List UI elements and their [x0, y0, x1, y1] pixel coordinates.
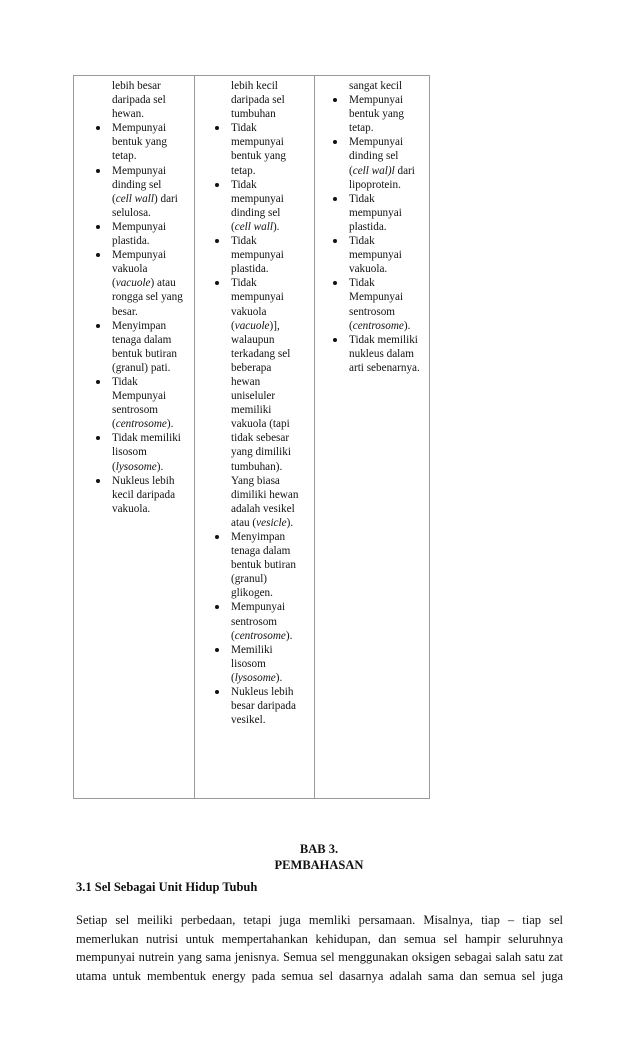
- table-cell-text: mempunyai: [349, 249, 402, 262]
- table-cell-text: mempunyai: [349, 206, 402, 219]
- table-cell-line: [112, 93, 183, 107]
- table-cell-line: [231, 403, 298, 417]
- table-cell-line: [231, 319, 298, 333]
- bullet-icon: [96, 324, 100, 328]
- table-cell-text: dimiliki hewan: [231, 488, 299, 501]
- table-cell-line: [231, 361, 298, 375]
- table-cell-line: [349, 93, 420, 107]
- table-cell-line: [349, 290, 420, 304]
- bullet-icon: [96, 479, 100, 483]
- chapter-number: BAB 3.: [299, 842, 339, 856]
- table-cell-text: lisosom: [231, 657, 266, 670]
- table-cell-line: [231, 586, 298, 600]
- plant-cell-column: [112, 79, 183, 516]
- table-cell-text: (granul): [231, 573, 268, 586]
- table-cell-line: [112, 460, 183, 474]
- bullet-icon: [96, 253, 100, 257]
- table-cell-text: bentuk yang: [112, 136, 167, 149]
- table-cell-line: [112, 305, 183, 319]
- table-cell-text: (lysosome).: [231, 671, 283, 684]
- table-cell-line: [112, 192, 183, 206]
- table-cell-text: sangat kecil: [349, 80, 403, 92]
- table-cell-line: [231, 178, 298, 192]
- table-cell-text: walaupun: [231, 333, 275, 346]
- table-cell-text: plastida.: [231, 263, 269, 276]
- table-cell-line: [231, 685, 298, 699]
- animal-cell-column: [231, 79, 298, 727]
- table-cell-text: (vacuole)],: [231, 319, 280, 332]
- table-cell-text: Mempunyai: [112, 122, 167, 135]
- table-cell-line: [231, 234, 298, 248]
- table-cell-line: [349, 149, 420, 163]
- table-cell-text: sentrosom: [231, 615, 277, 628]
- table-cell-line: [112, 389, 183, 403]
- column-divider: [314, 76, 315, 798]
- table-cell-text: Nukleus lebih: [231, 686, 294, 699]
- column-divider: [194, 76, 195, 798]
- bullet-icon: [215, 535, 219, 539]
- bullet-icon: [215, 690, 219, 694]
- table-cell-line: [112, 431, 183, 445]
- table-cell-text: Mempunyai: [231, 601, 286, 614]
- table-cell-text: dinding sel: [231, 206, 281, 219]
- table-cell-line: [112, 276, 183, 290]
- table-cell-text: tetap.: [349, 122, 374, 135]
- table-cell-text: Tidak: [231, 277, 257, 290]
- table-cell-line: [231, 629, 298, 643]
- bullet-icon: [215, 239, 219, 243]
- table-cell-line: [231, 615, 298, 629]
- bullet-icon: [333, 239, 337, 243]
- table-cell-text: Tidak: [231, 235, 257, 248]
- table-cell-text: daripada sel: [231, 94, 285, 107]
- table-cell-text: daripada sel: [112, 94, 166, 107]
- table-cell-line: [112, 319, 183, 333]
- table-cell-line: [231, 305, 298, 319]
- table-cell-text: mempunyai: [231, 249, 284, 262]
- chapter-title: PEMBAHASAN: [274, 858, 364, 872]
- table-cell-text: (cell wall) dari: [112, 192, 178, 205]
- bullet-icon: [96, 380, 100, 384]
- table-cell-text: tumbuhan).: [231, 460, 283, 473]
- section-title: 3.1 Sel Sebagai Unit Hidup Tubuh: [76, 880, 258, 894]
- table-cell-text: hewan.: [112, 108, 144, 121]
- body-paragraph: [76, 911, 563, 985]
- bullet-icon: [333, 281, 337, 285]
- table-cell-line: [112, 248, 183, 262]
- table-cell-line: [231, 149, 298, 163]
- table-cell-line: [231, 502, 298, 516]
- table-cell-text: Tidak: [112, 375, 138, 388]
- paragraph-line: memerlukan nutrisi untuk mempertahankan kehidupan, dan semua sel hampir seluruhnya: [76, 931, 563, 946]
- table-cell-text: uniseluler: [231, 390, 276, 403]
- table-cell-text: tenaga dalam: [112, 333, 172, 346]
- table-cell-text: (centrosome).: [112, 418, 174, 431]
- table-cell-line: [231, 93, 298, 107]
- table-cell-text: dinding sel: [349, 150, 399, 163]
- table-cell-line: [349, 135, 420, 149]
- table-cell-line: [231, 530, 298, 544]
- table-cell-text: (granul) pati.: [112, 361, 171, 374]
- table-cell-line: [112, 375, 183, 389]
- table-cell-text: bentuk butiran: [112, 347, 177, 360]
- bacteria-cell-column: [349, 79, 420, 375]
- table-cell-text: tenaga dalam: [231, 545, 291, 558]
- table-cell-text: (cell wal)l dari: [349, 164, 415, 177]
- table-cell-line: [112, 290, 183, 304]
- table-cell-line: [349, 276, 420, 290]
- table-cell-text: mempunyai: [231, 136, 284, 149]
- table-cell-line: [112, 164, 183, 178]
- table-cell-text: bentuk yang: [349, 108, 404, 121]
- table-cell-line: [112, 234, 183, 248]
- table-cell-text: (lysosome).: [112, 460, 164, 473]
- table-cell-line: [231, 107, 298, 121]
- table-cell-line: [231, 516, 298, 530]
- table-cell-line: [231, 389, 298, 403]
- table-cell-text: hewan: [231, 375, 261, 388]
- table-cell-line: [231, 657, 298, 671]
- table-cell-line: [349, 248, 420, 262]
- table-cell-line: [231, 699, 298, 713]
- table-cell-text: Yang biasa: [231, 474, 280, 487]
- table-cell-text: (vacuole) atau: [112, 277, 176, 290]
- table-cell-text: vakuola.: [349, 263, 388, 276]
- table-cell-line: [349, 347, 420, 361]
- table-cell-line: [231, 347, 298, 361]
- table-cell-line: [231, 572, 298, 586]
- table-cell-text: Mempunyai: [349, 136, 404, 149]
- table-cell-line: [349, 107, 420, 121]
- table-cell-line: [112, 262, 183, 276]
- table-cell-line: [231, 206, 298, 220]
- table-cell-line: [231, 276, 298, 290]
- table-cell-text: rongga sel yang: [112, 291, 183, 304]
- bullet-icon: [215, 126, 219, 130]
- table-cell-text: Tidak: [231, 178, 257, 191]
- table-cell-line: [231, 431, 298, 445]
- table-cell-line: [349, 206, 420, 220]
- bullet-icon: [215, 648, 219, 652]
- table-cell-line: [349, 178, 420, 192]
- table-cell-text: nukleus dalam: [349, 347, 414, 360]
- table-cell-line: [231, 460, 298, 474]
- table-cell-text: bentuk yang: [231, 150, 286, 163]
- bullet-icon: [215, 183, 219, 187]
- table-cell-text: dinding sel: [112, 178, 162, 191]
- table-cell-line: [231, 121, 298, 135]
- table-cell-text: Tidak memiliki: [349, 333, 418, 346]
- table-cell-line: [112, 333, 183, 347]
- table-cell-text: terkadang sel: [231, 347, 291, 360]
- table-cell-text: yang dimiliki: [231, 446, 291, 459]
- table-cell-line: [349, 305, 420, 319]
- table-cell-line: [231, 671, 298, 685]
- table-cell-text: vakuola: [231, 305, 267, 318]
- table-cell-text: (centrosome).: [231, 629, 293, 642]
- table-cell-line: [349, 121, 420, 135]
- table-cell-line: [112, 347, 183, 361]
- table-cell-text: Tidak: [349, 235, 375, 248]
- table-cell-text: tetap.: [231, 164, 256, 177]
- table-cell-line: [349, 234, 420, 248]
- table-cell-text: Mempunyai: [349, 291, 404, 304]
- table-cell-line: [112, 474, 183, 488]
- bullet-icon: [96, 169, 100, 173]
- table-cell-line: [112, 107, 183, 121]
- table-cell-line: [112, 361, 183, 375]
- table-cell-line: [112, 178, 183, 192]
- table-cell-line: [112, 403, 183, 417]
- table-cell-line: [231, 248, 298, 262]
- table-cell-text: atau (vesicle).: [231, 516, 294, 529]
- table-cell-text: mempunyai: [231, 192, 284, 205]
- table-cell-text: lisosom: [112, 446, 147, 459]
- table-cell-line: [349, 79, 420, 93]
- table-cell-line: [231, 488, 298, 502]
- bullet-icon: [333, 197, 337, 201]
- table-cell-text: Mempunyai: [112, 164, 167, 177]
- table-cell-text: tetap.: [112, 150, 137, 163]
- table-cell-text: memiliki: [231, 404, 272, 417]
- bullet-icon: [333, 338, 337, 342]
- table-cell-text: tumbuhan: [231, 108, 276, 121]
- table-cell-text: vakuola: [112, 263, 148, 276]
- table-cell-line: [112, 135, 183, 149]
- table-cell-text: lebih besar: [112, 80, 161, 92]
- table-cell-line: [112, 417, 183, 431]
- table-cell-line: [349, 262, 420, 276]
- table-cell-text: bentuk butiran: [231, 559, 296, 572]
- table-cell-line: [349, 220, 420, 234]
- table-cell-line: [112, 149, 183, 163]
- table-cell-line: [231, 474, 298, 488]
- bullet-icon: [215, 605, 219, 609]
- table-cell-text: mempunyai: [231, 291, 284, 304]
- table-cell-line: [349, 319, 420, 333]
- table-cell-line: [231, 333, 298, 347]
- table-cell-line: [231, 713, 298, 727]
- paragraph-line: utama untuk membentuk energy pada semua sel dasarnya adalah sama dan semua sel juga: [76, 968, 563, 983]
- table-cell-text: Mempunyai: [112, 390, 167, 403]
- table-cell-text: Tidak: [231, 122, 257, 135]
- table-cell-line: [349, 164, 420, 178]
- table-cell-text: lipoprotein.: [349, 178, 401, 191]
- table-cell-line: [231, 79, 298, 93]
- table-cell-line: [349, 333, 420, 347]
- table-cell-line: [231, 192, 298, 206]
- table-cell-text: sentrosom: [349, 305, 395, 318]
- table-cell-text: adalah vesikel: [231, 502, 295, 515]
- table-cell-text: Mempunyai: [112, 220, 167, 233]
- table-cell-text: Tidak memiliki: [112, 432, 181, 445]
- table-cell-text: selulosa.: [112, 206, 151, 219]
- table-cell-text: vakuola.: [112, 502, 151, 515]
- paragraph-line: mempunyai nutrein yang sama jenisnya. Semua sel menggunakan oksigen sebagai salah satu zat: [76, 950, 563, 965]
- table-cell-line: [231, 445, 298, 459]
- table-cell-text: vakuola (tapi: [231, 418, 290, 431]
- bullet-icon: [215, 281, 219, 285]
- table-cell-line: [231, 417, 298, 431]
- table-cell-text: Mempunyai: [112, 249, 167, 262]
- table-cell-text: Memiliki: [231, 643, 273, 656]
- table-cell-text: lebih kecil: [231, 80, 278, 92]
- table-cell-line: [231, 290, 298, 304]
- table-cell-line: [231, 558, 298, 572]
- table-cell-line: [231, 164, 298, 178]
- table-cell-line: [112, 488, 183, 502]
- bullet-icon: [333, 140, 337, 144]
- table-cell-text: sentrosom: [112, 404, 158, 417]
- paragraph-line: Setiap sel meiliki perbedaan, tetapi juga memliki persamaan. Misalnya, tiap – tiap sel: [76, 913, 563, 927]
- table-cell-text: (cell wall).: [231, 220, 280, 233]
- table-cell-text: (centrosome).: [349, 319, 411, 332]
- bullet-icon: [96, 126, 100, 130]
- table-cell-text: besar daripada: [231, 700, 296, 713]
- table-cell-text: kecil daripada: [112, 488, 176, 501]
- table-cell-text: vesikel.: [231, 714, 266, 727]
- table-cell-line: [231, 220, 298, 234]
- bullet-icon: [96, 225, 100, 229]
- bullet-icon: [96, 436, 100, 440]
- table-cell-line: [112, 502, 183, 516]
- table-cell-text: Tidak: [349, 277, 375, 290]
- table-cell-line: [231, 262, 298, 276]
- table-cell-text: Mempunyai: [349, 94, 404, 107]
- table-cell-line: [231, 643, 298, 657]
- table-cell-line: [231, 135, 298, 149]
- table-cell-line: [112, 220, 183, 234]
- bullet-icon: [333, 98, 337, 102]
- table-cell-line: [231, 544, 298, 558]
- table-cell-text: Nukleus lebih: [112, 474, 175, 487]
- table-cell-line: [112, 445, 183, 459]
- table-cell-text: arti sebenarnya.: [349, 361, 420, 374]
- table-cell-text: plastida.: [112, 235, 150, 248]
- table-cell-text: Tidak: [349, 192, 375, 205]
- table-cell-line: [349, 361, 420, 375]
- table-cell-line: [231, 600, 298, 614]
- table-cell-text: Menyimpan: [231, 531, 286, 543]
- table-cell-text: Menyimpan: [112, 319, 167, 332]
- table-cell-line: [112, 121, 183, 135]
- table-cell-line: [112, 79, 183, 93]
- table-cell-line: [112, 206, 183, 220]
- table-cell-line: [349, 192, 420, 206]
- table-cell-text: glikogen.: [231, 587, 273, 600]
- table-cell-line: [231, 375, 298, 389]
- table-cell-text: plastida.: [349, 220, 387, 233]
- table-cell-text: tidak sebesar: [231, 432, 290, 445]
- cell-comparison-table: [73, 75, 430, 799]
- table-cell-text: beberapa: [231, 361, 272, 374]
- table-cell-text: besar.: [112, 305, 138, 318]
